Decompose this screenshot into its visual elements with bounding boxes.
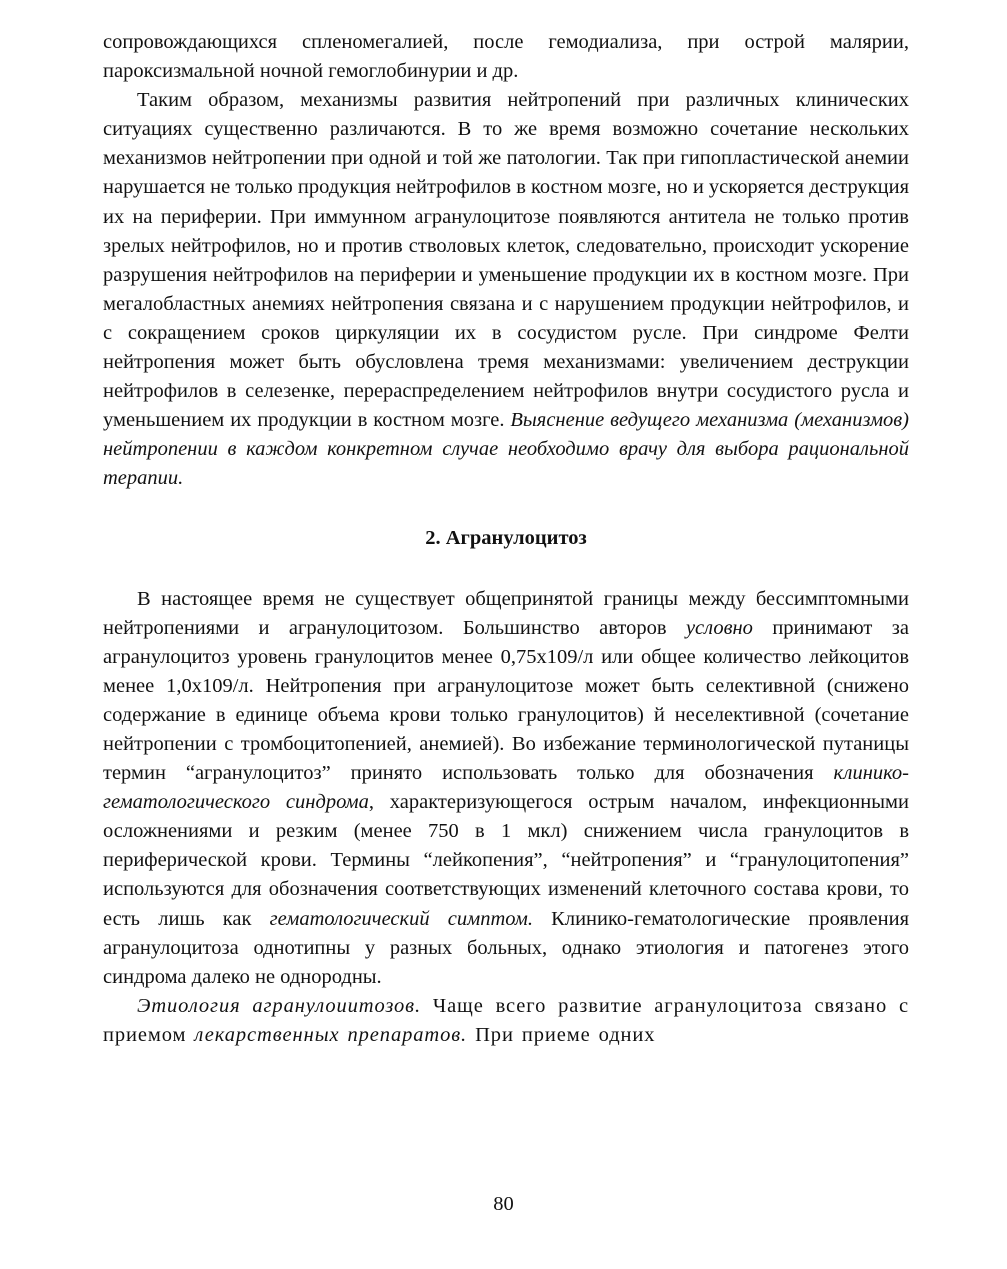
page-number: 80	[493, 1193, 514, 1215]
paragraph-3-text-c: , характеризующегося острым началом, инфекционными осложнениями и резким (менее 750 в 1 мкл) снижением числа гранулоцитов в периферической крови. Термины “лейкопения”, “нейтропения” и “гранулоцитопения” используются для обозначения соответствующих изменений клеточного состава крови, то есть лишь как	[103, 791, 909, 930]
paragraph-4-italic-etiology: Этиология агранулоиитозов.	[137, 994, 421, 1017]
paragraph-3-text-d: Клинико-гематологические проявления агранулоцитоза однотипны у разных больных, однако этиология и патогенез этого синдрома далеко не однородны.	[103, 907, 910, 988]
paragraph-3-text-b: принимают за агранулоцитоз уровень гранулоцитов менее 0,75х109/л или общее количество лейкоцитов менее 1,0х109/л. Нейтропения при агранулоцитозе может быть селективной (снижено содержание в единице объема крови только гранулоцитов) й неселективной (сочетание нейтропении с тромбоцитопенией, анемией). Во избежание терминологической путаницы термин “агранулоцитоз” принято использовать только для обозначения	[103, 616, 909, 785]
document-page	[103, 28, 909, 1050]
paragraph-4	[103, 992, 909, 1050]
paragraph-3	[103, 585, 909, 992]
paragraph-1-text: сопровождающихся спленомегалией, после гемодиализа, при острой малярии, пароксизмальной ночной гемоглобинурии и др.	[103, 31, 909, 83]
paragraph-4-italic-drugs: лекарственных препаратов.	[194, 1023, 468, 1046]
paragraph-3-italic-symptom: гематологический симптом.	[269, 907, 533, 930]
paragraph-2	[103, 86, 909, 493]
paragraph-1	[103, 28, 909, 86]
section-heading: 2. Агранулоцитоз	[425, 526, 587, 549]
paragraph-3-italic-syndrome: клинико-гематологического синдрома	[103, 762, 909, 814]
paragraph-3-italic-conditionally: условно	[685, 616, 753, 639]
paragraph-2-text: Таким образом, механизмы развития нейтропений при различных клинических ситуациях существенно различаются. В то же время возможно сочетание нескольких механизмов нейтропении при одной и той же патологии. Так при гипопластической анемии нарушается не только продукция нейтрофилов в костном мозге, но и ускоряется деструкция их на периферии. При иммунном агранулоцитозе появляются антитела не только против зрелых нейтрофилов, но и против стволовых клеток, следовательно, происходит ускорение разрушения нейтрофилов на периферии и уменьшение продукции их в костном мозге. При мегалобластных анемиях нейтропения связана и с нарушением продукции нейтрофилов, и с сокращением сроков циркуляции их в сосудистом русле. При синдроме Фелти нейтропения может быть обусловлена тремя механизмами: увеличением деструкции нейтрофилов в селезенке, перераспределением нейтрофилов внутри сосудистого русла и уменьшением их продукции в костном мозге.	[103, 89, 909, 432]
paragraph-4-text-a: Чаще всего развитие агранулоцитоза связано с приемом	[103, 994, 909, 1046]
paragraph-2-italic-conclusion: Выяснение ведущего механизма (механизмов) нейтропении в каждом конкретном случае необходимо врачу для выбора рациональной терапии.	[103, 409, 910, 490]
paragraph-4-text-b: При приеме одних	[467, 1023, 656, 1046]
paragraph-3-text-a: В настоящее время не существует общепринятой границы между бессимптомными нейтропениями и агранулоцитозом. Большинство авторов	[103, 587, 909, 639]
